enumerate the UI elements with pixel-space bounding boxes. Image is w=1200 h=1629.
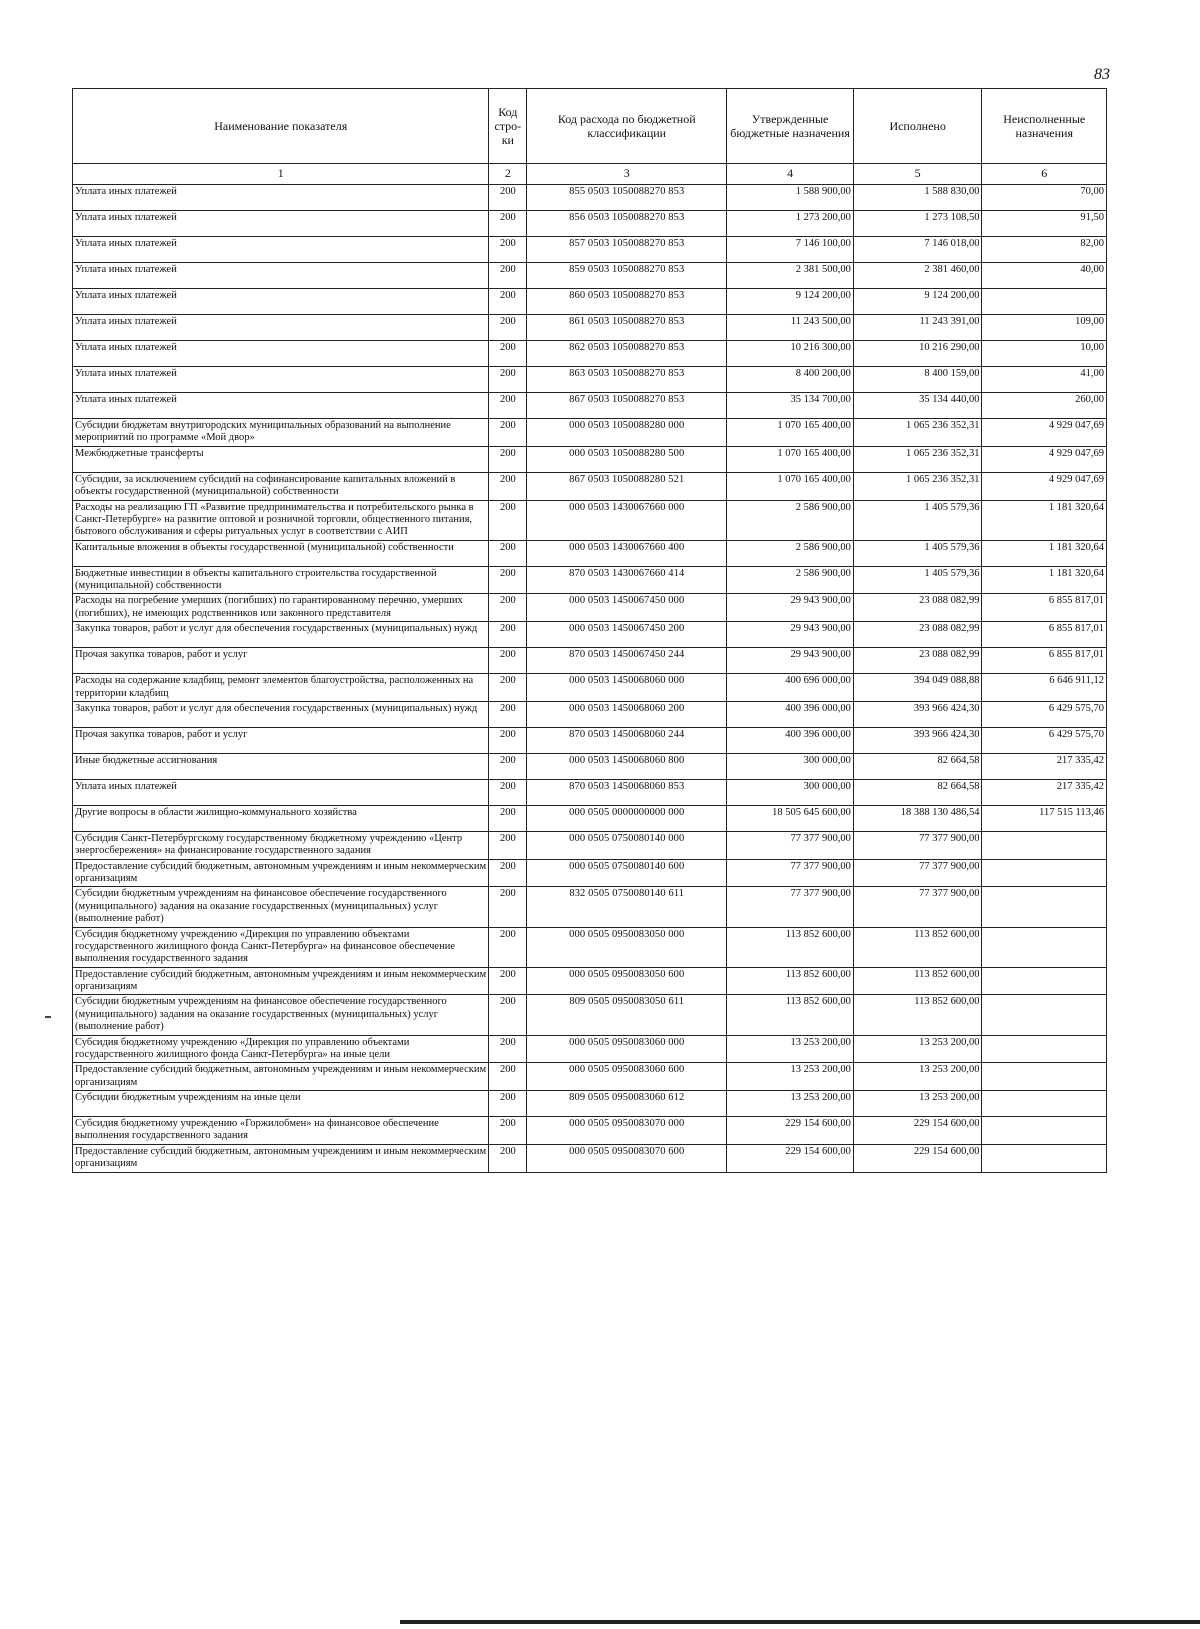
cell-approved: 9 124 200,00 (727, 289, 854, 315)
cell-approved: 1 070 165 400,00 (727, 419, 854, 447)
cell-line-code: 200 (489, 727, 527, 753)
cell-executed: 393 966 424,30 (853, 727, 982, 753)
cell-line-code: 200 (489, 185, 527, 211)
cell-budget-code: 000 0503 1450067450 000 (527, 594, 727, 622)
cell-approved: 400 396 000,00 (727, 727, 854, 753)
cell-executed: 77 377 900,00 (853, 859, 982, 887)
table-row (73, 967, 1107, 995)
cell-line-code: 200 (489, 674, 527, 702)
header-name: Наименование показателя (73, 89, 489, 164)
cell-name: Прочая закупка товаров, работ и услуг (73, 727, 489, 753)
cell-approved: 35 134 700,00 (727, 393, 854, 419)
cell-unexecuted: 70,00 (982, 185, 1107, 211)
cell-name: Субсидия Санкт-Петербургскому государственному бюджетному учреждению «Центр энергосбережения» на финансирование государственного задания (73, 831, 489, 859)
column-number-row (73, 164, 1107, 185)
cell-name: Субсидии, за исключением субсидий на софинансирование капитальных вложений в объекты государственной (муниципальной) собственности (73, 472, 489, 500)
cell-unexecuted (982, 967, 1107, 995)
cell-unexecuted: 6 646 911,12 (982, 674, 1107, 702)
cell-approved: 77 377 900,00 (727, 859, 854, 887)
cell-unexecuted: 82,00 (982, 237, 1107, 263)
cell-unexecuted (982, 1091, 1107, 1117)
cell-line-code: 200 (489, 419, 527, 447)
cell-budget-code: 857 0503 1050088270 853 (527, 237, 727, 263)
cell-line-code: 200 (489, 831, 527, 859)
cell-unexecuted: 1 181 320,64 (982, 540, 1107, 566)
cell-executed: 1 065 236 352,31 (853, 446, 982, 472)
cell-budget-code: 809 0505 0950083050 611 (527, 995, 727, 1035)
cell-line-code: 200 (489, 995, 527, 1035)
header-budget-code: Код расхода по бюджетной классификации (527, 89, 727, 164)
cell-line-code: 200 (489, 648, 527, 674)
cell-approved: 8 400 200,00 (727, 367, 854, 393)
cell-executed: 229 154 600,00 (853, 1117, 982, 1145)
cell-unexecuted (982, 1144, 1107, 1172)
cell-line-code: 200 (489, 1144, 527, 1172)
cell-budget-code: 870 0503 1450067450 244 (527, 648, 727, 674)
cell-approved: 1 070 165 400,00 (727, 472, 854, 500)
cell-name: Субсидии бюджетным учреждениям на иные цели (73, 1091, 489, 1117)
table-row (73, 1035, 1107, 1063)
cell-approved: 1 273 200,00 (727, 211, 854, 237)
table-row (73, 237, 1107, 263)
column-number: 3 (527, 164, 727, 185)
cell-budget-code: 000 0505 0000000000 000 (527, 805, 727, 831)
table-row (73, 727, 1107, 753)
cell-executed: 2 381 460,00 (853, 263, 982, 289)
cell-budget-code: 863 0503 1050088270 853 (527, 367, 727, 393)
cell-name: Субсидии бюджетам внутригородских муниципальных образований на выполнение мероприятий по программе «Мой двор» (73, 419, 489, 447)
cell-executed: 1 065 236 352,31 (853, 419, 982, 447)
cell-name: Расходы на реализацию ГП «Развитие предпринимательства и потребительского рынка в Санкт-Петербурге» на развитие оптовой и розничной торговли, общественного питания, бытового обслуживания и сферы ритуальных услуг в соответствии с АИП (73, 500, 489, 540)
cell-approved: 2 586 900,00 (727, 566, 854, 594)
cell-executed: 77 377 900,00 (853, 887, 982, 927)
cell-name: Иные бюджетные ассигнования (73, 753, 489, 779)
cell-unexecuted (982, 887, 1107, 927)
cell-budget-code: 000 0505 0750080140 000 (527, 831, 727, 859)
table-row (73, 341, 1107, 367)
cell-line-code: 200 (489, 1117, 527, 1145)
cell-approved: 400 696 000,00 (727, 674, 854, 702)
cell-line-code: 200 (489, 341, 527, 367)
table-row (73, 622, 1107, 648)
cell-approved: 113 852 600,00 (727, 967, 854, 995)
cell-line-code: 200 (489, 540, 527, 566)
cell-executed: 23 088 082,99 (853, 622, 982, 648)
cell-unexecuted (982, 859, 1107, 887)
cell-approved: 229 154 600,00 (727, 1144, 854, 1172)
cell-name: Уплата иных платежей (73, 779, 489, 805)
cell-budget-code: 862 0503 1050088270 853 (527, 341, 727, 367)
cell-name: Уплата иных платежей (73, 367, 489, 393)
cell-executed: 35 134 440,00 (853, 393, 982, 419)
cell-budget-code: 867 0503 1050088270 853 (527, 393, 727, 419)
cell-budget-code: 000 0505 0950083060 000 (527, 1035, 727, 1063)
cell-budget-code: 860 0503 1050088270 853 (527, 289, 727, 315)
cell-executed: 393 966 424,30 (853, 701, 982, 727)
cell-executed: 82 664,58 (853, 753, 982, 779)
cell-budget-code: 000 0505 0950083070 000 (527, 1117, 727, 1145)
cell-executed: 113 852 600,00 (853, 995, 982, 1035)
header-unexecuted: Неисполненные назначения (982, 89, 1107, 164)
cell-name: Прочая закупка товаров, работ и услуг (73, 648, 489, 674)
table-row (73, 185, 1107, 211)
cell-approved: 229 154 600,00 (727, 1117, 854, 1145)
cell-name: Бюджетные инвестиции в объекты капитального строительства государственной (муниципальной) собственности (73, 566, 489, 594)
cell-unexecuted: 41,00 (982, 367, 1107, 393)
cell-name: Предоставление субсидий бюджетным, автономным учреждениям и иным некоммерческим организациям (73, 859, 489, 887)
table-row (73, 831, 1107, 859)
cell-name: Межбюджетные трансферты (73, 446, 489, 472)
cell-approved: 77 377 900,00 (727, 831, 854, 859)
cell-unexecuted (982, 1035, 1107, 1063)
cell-line-code: 200 (489, 1063, 527, 1091)
table-row (73, 674, 1107, 702)
cell-executed: 9 124 200,00 (853, 289, 982, 315)
cell-budget-code: 870 0503 1450068060 244 (527, 727, 727, 753)
table-row (73, 1091, 1107, 1117)
cell-budget-code: 000 0503 1450068060 800 (527, 753, 727, 779)
cell-line-code: 200 (489, 472, 527, 500)
cell-approved: 11 243 500,00 (727, 315, 854, 341)
cell-budget-code: 000 0503 1050088280 500 (527, 446, 727, 472)
header-row (73, 89, 1107, 164)
cell-line-code: 200 (489, 967, 527, 995)
cell-line-code: 200 (489, 753, 527, 779)
cell-name: Закупка товаров, работ и услуг для обеспечения государственных (муниципальных) нужд (73, 701, 489, 727)
cell-line-code: 200 (489, 779, 527, 805)
column-number: 2 (489, 164, 527, 185)
table-row (73, 1117, 1107, 1145)
cell-name: Уплата иных платежей (73, 185, 489, 211)
cell-approved: 300 000,00 (727, 753, 854, 779)
cell-name: Уплата иных платежей (73, 289, 489, 315)
cell-line-code: 200 (489, 393, 527, 419)
cell-executed: 13 253 200,00 (853, 1063, 982, 1091)
cell-unexecuted: 217 335,42 (982, 753, 1107, 779)
cell-unexecuted: 6 855 817,01 (982, 648, 1107, 674)
table-row (73, 500, 1107, 540)
cell-approved: 2 586 900,00 (727, 500, 854, 540)
cell-budget-code: 855 0503 1050088270 853 (527, 185, 727, 211)
cell-approved: 18 505 645 600,00 (727, 805, 854, 831)
cell-line-code: 200 (489, 566, 527, 594)
cell-line-code: 200 (489, 367, 527, 393)
cell-approved: 400 396 000,00 (727, 701, 854, 727)
cell-unexecuted: 4 929 047,69 (982, 472, 1107, 500)
cell-unexecuted: 260,00 (982, 393, 1107, 419)
cell-approved: 29 943 900,00 (727, 622, 854, 648)
cell-name: Другие вопросы в области жилищно-коммунального хозяйства (73, 805, 489, 831)
scan-edge-line (400, 1620, 1200, 1624)
cell-line-code: 200 (489, 289, 527, 315)
cell-budget-code: 000 0505 0950083050 600 (527, 967, 727, 995)
table-body (73, 185, 1107, 1173)
cell-budget-code: 832 0505 0750080140 611 (527, 887, 727, 927)
cell-budget-code: 856 0503 1050088270 853 (527, 211, 727, 237)
cell-name: Субсидия бюджетному учреждению «Горжилобмен» на финансовое обеспечение выполнения государственного задания (73, 1117, 489, 1145)
cell-name: Субсидии бюджетным учреждениям на финансовое обеспечение государственного (муниципального) задания на оказание государственных (муниципальных) услуг (выполнение работ) (73, 995, 489, 1035)
table-row (73, 927, 1107, 967)
cell-budget-code: 000 0503 1430067660 000 (527, 500, 727, 540)
table-row (73, 753, 1107, 779)
cell-budget-code: 000 0503 1450067450 200 (527, 622, 727, 648)
header-executed: Исполнено (853, 89, 982, 164)
cell-unexecuted: 40,00 (982, 263, 1107, 289)
cell-name: Расходы на содержание кладбищ, ремонт элементов благоустройства, расположенных на территории кладбищ (73, 674, 489, 702)
cell-budget-code: 870 0503 1430067660 414 (527, 566, 727, 594)
cell-unexecuted: 217 335,42 (982, 779, 1107, 805)
cell-name: Уплата иных платежей (73, 211, 489, 237)
cell-unexecuted (982, 1063, 1107, 1091)
cell-executed: 113 852 600,00 (853, 927, 982, 967)
cell-unexecuted (982, 1117, 1107, 1145)
cell-executed: 23 088 082,99 (853, 594, 982, 622)
cell-approved: 13 253 200,00 (727, 1063, 854, 1091)
cell-budget-code: 000 0505 0750080140 600 (527, 859, 727, 887)
table-row (73, 472, 1107, 500)
cell-executed: 82 664,58 (853, 779, 982, 805)
table-row (73, 995, 1107, 1035)
cell-executed: 394 049 088,88 (853, 674, 982, 702)
table-row (73, 1063, 1107, 1091)
cell-unexecuted: 1 181 320,64 (982, 500, 1107, 540)
cell-unexecuted: 10,00 (982, 341, 1107, 367)
cell-unexecuted: 109,00 (982, 315, 1107, 341)
cell-approved: 2 381 500,00 (727, 263, 854, 289)
margin-mark (45, 1016, 51, 1018)
cell-name: Субсидия бюджетному учреждению «Дирекция по управлению объектами государственного жилищного фонда Санкт-Петербурга» на финансовое обеспечение выполнения государственного задания (73, 927, 489, 967)
cell-unexecuted (982, 831, 1107, 859)
cell-name: Закупка товаров, работ и услуг для обеспечения государственных (муниципальных) нужд (73, 622, 489, 648)
cell-budget-code: 000 0503 1450068060 000 (527, 674, 727, 702)
table-row (73, 594, 1107, 622)
cell-name: Уплата иных платежей (73, 315, 489, 341)
table-row (73, 566, 1107, 594)
cell-line-code: 200 (489, 859, 527, 887)
cell-budget-code: 859 0503 1050088270 853 (527, 263, 727, 289)
cell-name: Субсидия бюджетному учреждению «Дирекция по управлению объектами государственного жилищного фонда Санкт-Петербурга» на иные цели (73, 1035, 489, 1063)
cell-executed: 1 065 236 352,31 (853, 472, 982, 500)
cell-approved: 10 216 300,00 (727, 341, 854, 367)
cell-name: Капитальные вложения в объекты государственной (муниципальной) собственности (73, 540, 489, 566)
cell-line-code: 200 (489, 237, 527, 263)
cell-budget-code: 000 0505 0950083070 600 (527, 1144, 727, 1172)
cell-name: Уплата иных платежей (73, 341, 489, 367)
cell-name: Уплата иных платежей (73, 393, 489, 419)
cell-name: Предоставление субсидий бюджетным, автономным учреждениям и иным некоммерческим организациям (73, 1063, 489, 1091)
table-row (73, 211, 1107, 237)
column-number: 5 (853, 164, 982, 185)
cell-executed: 229 154 600,00 (853, 1144, 982, 1172)
cell-line-code: 200 (489, 1035, 527, 1063)
cell-approved: 7 146 100,00 (727, 237, 854, 263)
cell-approved: 29 943 900,00 (727, 594, 854, 622)
cell-line-code: 200 (489, 211, 527, 237)
column-number: 4 (727, 164, 854, 185)
table-row (73, 701, 1107, 727)
cell-approved: 113 852 600,00 (727, 927, 854, 967)
cell-budget-code: 000 0503 1430067660 400 (527, 540, 727, 566)
cell-executed: 1 405 579,36 (853, 566, 982, 594)
cell-line-code: 200 (489, 805, 527, 831)
cell-line-code: 200 (489, 1091, 527, 1117)
cell-executed: 77 377 900,00 (853, 831, 982, 859)
table-row (73, 540, 1107, 566)
table-row (73, 367, 1107, 393)
cell-unexecuted (982, 289, 1107, 315)
cell-unexecuted: 6 429 575,70 (982, 701, 1107, 727)
cell-executed: 11 243 391,00 (853, 315, 982, 341)
cell-approved: 113 852 600,00 (727, 995, 854, 1035)
table-row (73, 419, 1107, 447)
table-row (73, 289, 1107, 315)
cell-name: Предоставление субсидий бюджетным, автономным учреждениям и иным некоммерческим организациям (73, 967, 489, 995)
table-row (73, 859, 1107, 887)
cell-executed: 13 253 200,00 (853, 1091, 982, 1117)
budget-execution-table (72, 88, 1107, 1173)
table-row (73, 315, 1107, 341)
cell-executed: 113 852 600,00 (853, 967, 982, 995)
cell-name: Уплата иных платежей (73, 237, 489, 263)
cell-approved: 13 253 200,00 (727, 1035, 854, 1063)
table-row (73, 805, 1107, 831)
table-row (73, 393, 1107, 419)
cell-budget-code: 000 0505 0950083050 000 (527, 927, 727, 967)
page-number: 83 (1094, 66, 1110, 83)
cell-line-code: 200 (489, 701, 527, 727)
cell-approved: 13 253 200,00 (727, 1091, 854, 1117)
cell-line-code: 200 (489, 594, 527, 622)
cell-approved: 1 588 900,00 (727, 185, 854, 211)
cell-budget-code: 000 0503 1450068060 200 (527, 701, 727, 727)
header-line-code: Код стро- ки (489, 89, 527, 164)
cell-budget-code: 000 0505 0950083060 600 (527, 1063, 727, 1091)
cell-executed: 23 088 082,99 (853, 648, 982, 674)
cell-budget-code: 870 0503 1450068060 853 (527, 779, 727, 805)
cell-line-code: 200 (489, 622, 527, 648)
cell-unexecuted: 6 855 817,01 (982, 594, 1107, 622)
cell-executed: 1 405 579,36 (853, 500, 982, 540)
cell-unexecuted: 6 855 817,01 (982, 622, 1107, 648)
cell-approved: 1 070 165 400,00 (727, 446, 854, 472)
cell-budget-code: 861 0503 1050088270 853 (527, 315, 727, 341)
cell-name: Предоставление субсидий бюджетным, автономным учреждениям и иным некоммерческим организациям (73, 1144, 489, 1172)
table-row (73, 648, 1107, 674)
cell-unexecuted: 1 181 320,64 (982, 566, 1107, 594)
cell-line-code: 200 (489, 315, 527, 341)
table-row (73, 263, 1107, 289)
column-number: 6 (982, 164, 1107, 185)
cell-line-code: 200 (489, 887, 527, 927)
column-number: 1 (73, 164, 489, 185)
cell-unexecuted: 117 515 113,46 (982, 805, 1107, 831)
cell-executed: 1 588 830,00 (853, 185, 982, 211)
cell-executed: 1 405 579,36 (853, 540, 982, 566)
table-row (73, 779, 1107, 805)
table-row (73, 446, 1107, 472)
cell-executed: 1 273 108,50 (853, 211, 982, 237)
cell-approved: 300 000,00 (727, 779, 854, 805)
cell-unexecuted: 6 429 575,70 (982, 727, 1107, 753)
cell-name: Уплата иных платежей (73, 263, 489, 289)
cell-executed: 10 216 290,00 (853, 341, 982, 367)
cell-approved: 2 586 900,00 (727, 540, 854, 566)
cell-executed: 18 388 130 486,54 (853, 805, 982, 831)
cell-approved: 29 943 900,00 (727, 648, 854, 674)
cell-executed: 13 253 200,00 (853, 1035, 982, 1063)
cell-unexecuted: 4 929 047,69 (982, 419, 1107, 447)
header-approved: Утвержденные бюджетные назначения (727, 89, 854, 164)
cell-line-code: 200 (489, 263, 527, 289)
cell-unexecuted: 91,50 (982, 211, 1107, 237)
cell-unexecuted (982, 927, 1107, 967)
cell-line-code: 200 (489, 927, 527, 967)
cell-approved: 77 377 900,00 (727, 887, 854, 927)
table-row (73, 1144, 1107, 1172)
cell-executed: 7 146 018,00 (853, 237, 982, 263)
cell-line-code: 200 (489, 446, 527, 472)
cell-unexecuted (982, 995, 1107, 1035)
table-row (73, 887, 1107, 927)
cell-name: Субсидии бюджетным учреждениям на финансовое обеспечение государственного (муниципального) задания на оказание государственных (муниципальных) услуг (выполнение работ) (73, 887, 489, 927)
cell-budget-code: 000 0503 1050088280 000 (527, 419, 727, 447)
cell-line-code: 200 (489, 500, 527, 540)
cell-name: Расходы на погребение умерших (погибших) по гарантированному перечню, умерших (погибших), не имеющих родственников или законного представителя (73, 594, 489, 622)
cell-budget-code: 867 0503 1050088280 521 (527, 472, 727, 500)
cell-executed: 8 400 159,00 (853, 367, 982, 393)
cell-budget-code: 809 0505 0950083060 612 (527, 1091, 727, 1117)
cell-unexecuted: 4 929 047,69 (982, 446, 1107, 472)
